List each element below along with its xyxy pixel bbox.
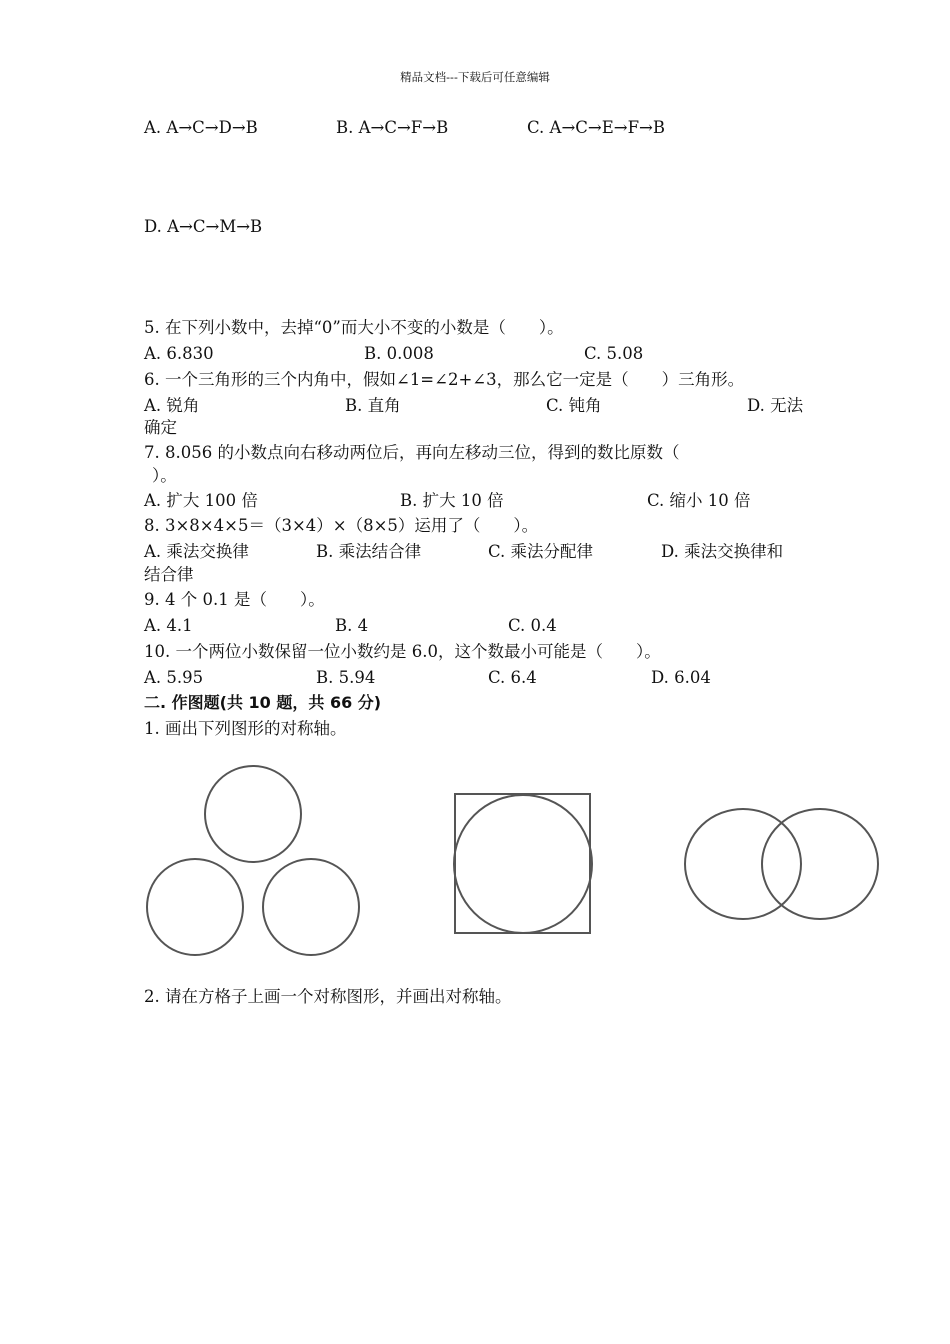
circle-bottom-left	[147, 859, 243, 955]
q9-stem: 9. 4 个 0.1 是（ ）。	[144, 590, 325, 609]
q8-stem: 8. 3×8×4×5＝（3×4）×（8×5）运用了（ ）。	[144, 516, 539, 535]
q4-option-a: A. A→C→D→B	[144, 118, 258, 137]
q5-stem: 5. 在下列小数中，去掉“0”而大小不变的小数是（ ）。	[144, 318, 564, 337]
q9-option-a: A. 4.1	[144, 616, 193, 635]
q8-option-b: B. 乘法结合律	[316, 542, 422, 561]
q9-option-b: B. 4	[335, 616, 369, 635]
q6-option-b: B. 直角	[345, 396, 401, 415]
q6-stem: 6. 一个三角形的三个内角中，假如∠1=∠2+∠3，那么它一定是（ ）三角形。	[144, 370, 745, 389]
circle-left	[685, 809, 801, 919]
circle-right	[762, 809, 878, 919]
overlapping-circles-figure	[685, 809, 878, 919]
circle-bottom-right	[263, 859, 359, 955]
q8-option-d-wrap: 结合律	[144, 565, 194, 584]
circle-in-square-figure	[454, 794, 592, 933]
section-2-q2: 2. 请在方格子上画一个对称图形，并画出对称轴。	[144, 987, 512, 1006]
q6-option-d: D. 无法	[747, 396, 804, 415]
section-2-q1: 1. 画出下列图形的对称轴。	[144, 719, 347, 738]
q9-option-c: C. 0.4	[508, 616, 557, 635]
q10-option-c: C. 6.4	[488, 668, 537, 687]
section-2-title: 二. 作图题(共 10 题，共 66 分)	[144, 693, 382, 712]
inscribed-circle	[454, 795, 592, 933]
q10-option-d: D. 6.04	[651, 668, 711, 687]
q10-option-a: A. 5.95	[144, 668, 204, 687]
circle-top	[205, 766, 301, 862]
q10-option-b: B. 5.94	[316, 668, 376, 687]
q7-stem: 7. 8.056 的小数点向右移动两位后，再向左移动三位，得到的数比原数（	[144, 443, 680, 462]
three-circles-figure	[147, 766, 359, 955]
symmetry-figures	[140, 755, 900, 965]
q7-stem-cont: ）。	[152, 466, 177, 485]
q10-stem: 10. 一个两位小数保留一位小数约是 6.0，这个数最小可能是（ ）。	[144, 642, 661, 661]
q7-option-c: C. 缩小 10 倍	[647, 491, 751, 510]
q8-option-d: D. 乘法交换律和	[661, 542, 784, 561]
page-header: 精品文档---下载后可任意编辑	[400, 70, 550, 84]
q8-option-c: C. 乘法分配律	[488, 542, 594, 561]
q7-option-a: A. 扩大 100 倍	[144, 491, 258, 510]
q5-option-c: C. 5.08	[584, 344, 644, 363]
q8-option-a: A. 乘法交换律	[144, 542, 249, 561]
q4-option-c: C. A→C→E→F→B	[527, 118, 665, 137]
q5-option-a: A. 6.830	[144, 344, 214, 363]
q6-option-a: A. 锐角	[144, 396, 200, 415]
q4-option-b: B. A→C→F→B	[336, 118, 449, 137]
q7-option-b: B. 扩大 10 倍	[400, 491, 504, 510]
q6-option-d-wrap: 确定	[144, 418, 177, 437]
q6-option-c: C. 钝角	[546, 396, 602, 415]
q5-option-b: B. 0.008	[364, 344, 434, 363]
q4-option-d: D. A→C→M→B	[144, 217, 263, 236]
